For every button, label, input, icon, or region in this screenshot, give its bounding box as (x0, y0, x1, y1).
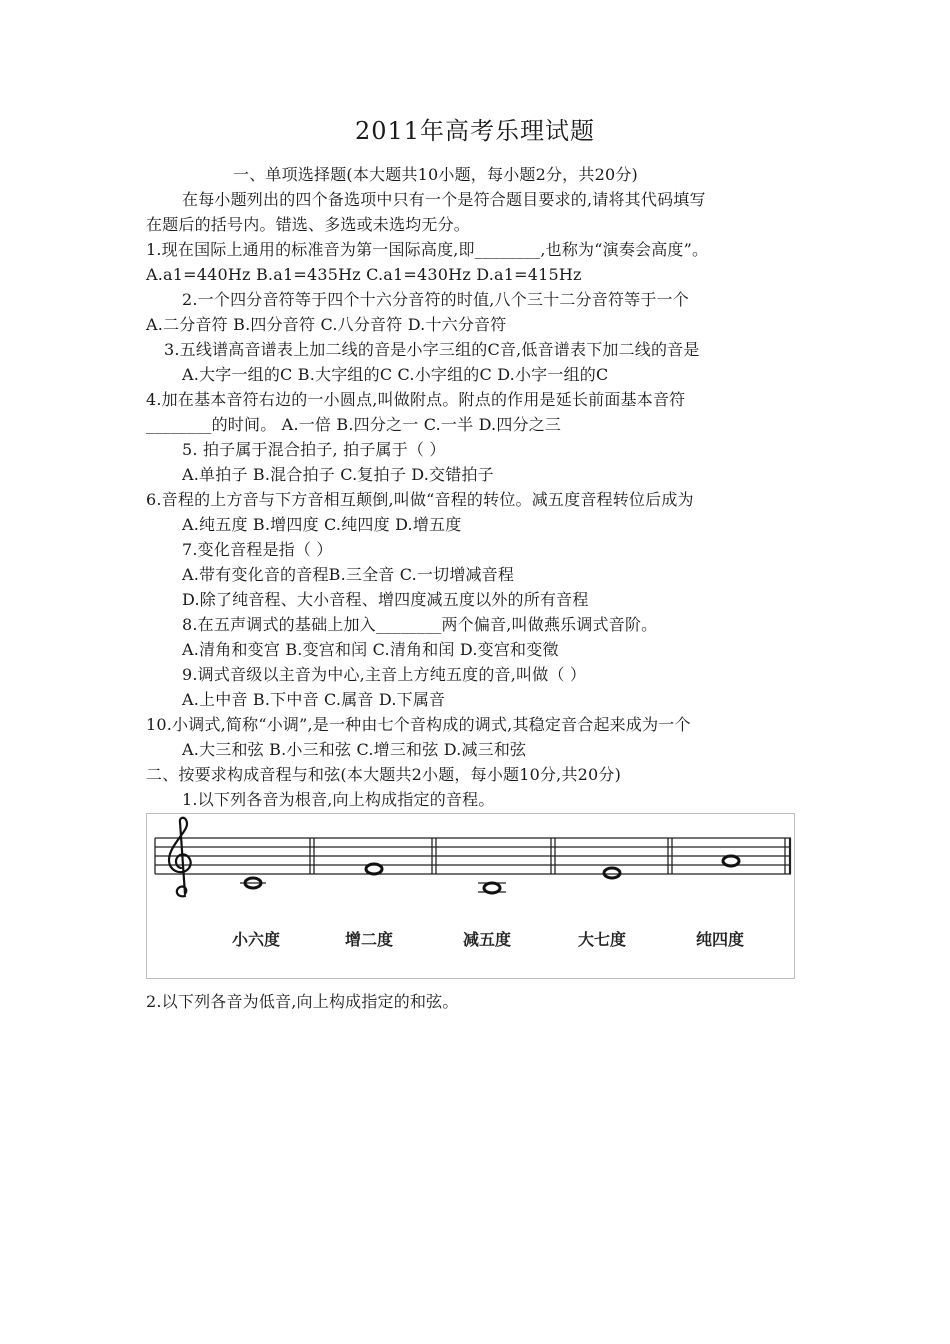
section1-instruction-line2: 在题后的括号内。错选、多选或未选均无分。 (146, 215, 471, 234)
question-10-options: A.大三和弦 B.小三和弦 C.增三和弦 D.减三和弦 (182, 740, 527, 759)
interval-label-major-seventh: 大七度 (578, 930, 627, 949)
question-7-option-d: D.除了纯音程、大小音程、增四度减五度以外的所有音程 (182, 590, 589, 609)
page-title: 2011年高考乐理试题 (354, 117, 596, 145)
section2-task1: 1.以下列各音为根音,向上构成指定的音程。 (182, 790, 495, 809)
staff-svg (147, 814, 796, 980)
question-1: 1.现在国际上通用的标准音为第一国际高度,即________,也称为“演奏会高度”。 (146, 240, 709, 259)
question-1-options: A.a1=440Hz B.a1=435Hz C.a1=430Hz D.a1=415Hz (146, 265, 582, 284)
question-7: 7.变化音程是指（ ） (182, 540, 333, 559)
question-4: 4.加在基本音符右边的一小圆点,叫做附点。附点的作用是延长前面基本音符 (146, 390, 686, 409)
question-7-options: A.带有变化音的音程B.三全音 C.一切增减音程 (182, 565, 515, 584)
staff-lines (155, 838, 791, 874)
whole-note-g4 (723, 856, 739, 866)
section1-instruction-line1: 在每小题列出的四个备选项中只有一个是符合题目要求的,请将其代码填写 (182, 190, 706, 209)
question-10: 10.小调式,简称“小调”,是一种由七个音构成的调式,其稳定音合起来成为一个 (146, 715, 691, 734)
question-2-options: A.二分音符 B.四分音符 C.八分音符 D.十六分音符 (146, 315, 507, 334)
interval-label-diminished-fifth: 减五度 (463, 930, 512, 949)
interval-label-perfect-fourth: 纯四度 (696, 930, 745, 949)
section1-heading: 一、单项选择题(本大题共10小题，每小题2分，共20分) (233, 165, 638, 184)
section2-heading: 二、按要求构成音程与和弦(本大题共2小题，每小题10分,共20分) (146, 765, 622, 784)
question-3: 3.五线谱高音谱表上加二线的音是小字三组的C音,低音谱表下加二线的音是 (164, 340, 700, 359)
question-6: 6.音程的上方音与下方音相互颠倒,叫做“音程的转位。减五度音程转位后成为 (146, 490, 694, 509)
question-8-options: A.清角和变宫 B.变宫和闰 C.清角和闰 D.变宫和变徵 (182, 640, 559, 659)
question-9-options: A.上中音 B.下中音 C.属音 D.下属音 (182, 690, 446, 709)
question-2: 2.一个四分音符等于四个十六分音符的时值,八个三十二分音符等于一个 (182, 290, 689, 309)
question-5: 5. 拍子属于混合拍子, 拍子属于（ ） (182, 440, 446, 459)
interval-staff-figure (146, 813, 795, 979)
question-5-options: A.单拍子 B.混合拍子 C.复拍子 D.交错拍子 (182, 465, 494, 484)
question-6-options: A.纯五度 B.增四度 C.纯四度 D.增五度 (182, 515, 462, 534)
treble-clef-icon (169, 818, 191, 897)
whole-note-d4 (366, 864, 382, 874)
whole-note-a3 (478, 883, 506, 893)
question-4-continuation: ________的时间。 A.一倍 B.四分之一 C.一半 D.四分之三 (146, 415, 562, 434)
whole-note-c4 (240, 878, 266, 888)
section2-task2: 2.以下列各音为低音,向上构成指定的和弦。 (146, 992, 459, 1011)
interval-label-minor-sixth: 小六度 (232, 930, 281, 949)
question-3-options: A.大字一组的C B.大字组的C C.小字组的C D.小字一组的C (182, 365, 609, 384)
interval-label-augmented-second: 增二度 (345, 930, 394, 949)
whole-note-f4 (604, 868, 620, 878)
question-9: 9.调式音级以主音为中心,主音上方纯五度的音,叫做（ ） (182, 665, 587, 684)
question-8: 8.在五声调式的基础上加入________两个偏音,叫做燕乐调式音阶。 (182, 615, 658, 634)
